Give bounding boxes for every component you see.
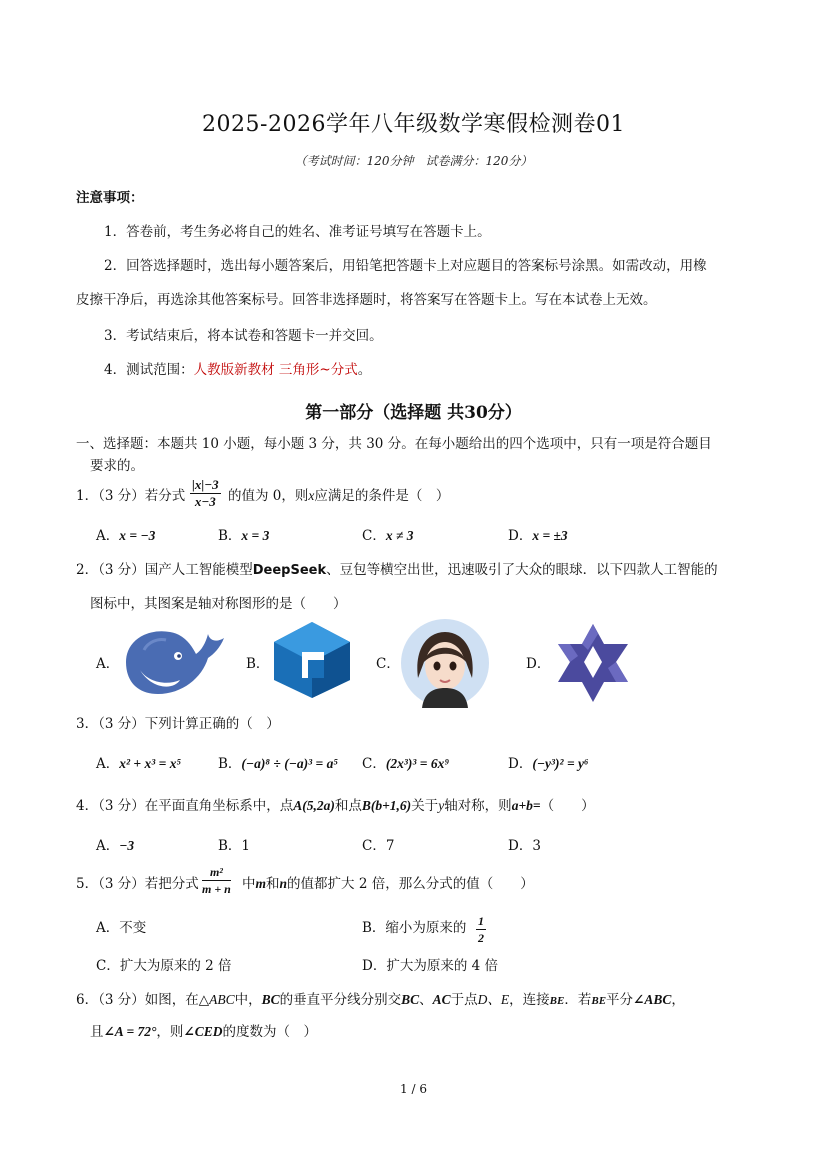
q3-b-value: (−a)⁸ ÷ (−a)³ = a⁵ [241,756,339,771]
q1-frac-den: x−3 [194,494,216,509]
notice-item-3: 3．考试结束后，将本试卷和答题卡一并交回。 [104,328,383,344]
q5-b-frac-den: 2 [478,931,484,945]
q3-d-value: (−y³)² = y⁶ [532,756,589,771]
page-number: 1 / 6 [400,1082,427,1096]
q2-stem-line-1 [76,560,718,581]
q1-stem-suffix [228,486,449,506]
q4-option-b[interactable]: B．1 [218,838,251,854]
q5-b-fraction [476,913,486,946]
q3-stem: 3．（3 分）下列计算正确的（ ） [76,716,280,732]
q4-point-b: B(b+1,6) [361,798,412,813]
q5-stem-prefix: 5．（3 分）若把分式 [76,876,199,892]
q1-d-label: D． [508,528,533,544]
q4-a-value: −3 [119,838,135,853]
q3-d-label: D． [508,756,533,772]
q6-g: 平分 [606,992,634,1008]
q3-c-value: (2x³)³ = 6x⁹ [385,756,450,771]
section-heading: 第一部分（选择题 共30分） [305,403,522,423]
q5-frac-num: m² [202,864,231,881]
q5-and: 和 [266,876,280,892]
page-title: 2025-2026学年八年级数学寒假检测卷01 [202,112,625,137]
q1-a-label: A． [96,528,120,544]
q6-l2c: 的度数为（ ） [222,1024,317,1040]
q3-b-label: B． [218,756,242,772]
q3-a-label: A． [96,756,120,772]
q6-bc: BC [261,992,280,1007]
q6-be: BE [549,995,565,1007]
notice-heading: 注意事项： [76,190,144,206]
q4-c: 关于 [411,798,439,814]
q4-b: 和点 [334,798,362,814]
q4-option-a[interactable] [96,836,134,856]
q6-angle-ced: ∠CED [183,1024,223,1039]
q3-a-value: x² + x³ = x⁵ [119,756,182,771]
q6-ac: AC [432,992,451,1007]
q3-option-a[interactable] [96,754,181,774]
q6-stem-line-2 [90,1022,317,1042]
q5-fraction [202,864,231,897]
q4-option-c[interactable]: C．7 [362,838,395,854]
q5-option-c[interactable]: C．扩大为原来的 2 倍 [96,958,232,974]
q2-brand-deepseek: DeepSeek [252,563,327,578]
notice-item-2a: 2．回答选择题时，选出每小题答案后，用铅笔把答题卡上对应题目的答案标号涂黑。如需改动，用橡 [104,258,707,274]
q3-option-d[interactable] [508,754,589,774]
q1-suffix-b: 应满足的条件是（ ） [314,488,450,504]
q6-a: 6．（3 分）如图，在 [76,992,199,1008]
q1-b-value: x = 3 [241,528,270,543]
exam-info: （考试时间：120分钟 试卷满分：120分） [294,154,533,168]
q2-line1-b: 、豆包等横空出世，迅速吸引了大众的眼球．以下四款人工智能的 [326,562,718,578]
q5-var-m: m [255,876,267,891]
q1-suffix-a: 的值为 0，则 [228,488,309,504]
q2-option-c[interactable]: C． [376,656,400,672]
q1-option-a[interactable] [96,526,155,546]
q6-triangle: △ABC [198,992,235,1007]
q5-mid: 中 [242,876,256,892]
q6-l2b: ，则 [156,1024,184,1040]
notice-item-2b: 皮擦干净后，再选涂其他答案标号。回答非选择题时，将答案写在答题卡上。写在本试卷上无效。 [76,292,657,308]
q1-option-d[interactable] [508,526,568,546]
q4-a-label: A． [96,838,120,854]
notice-item-4 [104,360,371,380]
notice-item-4-suffix: 。 [357,362,372,378]
q1-a-value: x = −3 [119,528,156,543]
q5-option-d[interactable]: D．扩大为原来的 4 倍 [362,958,498,974]
q6-l2a: 且 [90,1024,104,1040]
q2-line1-a: 2．（3 分）国产人工智能模型 [76,562,253,578]
q1-b-label: B． [218,528,242,544]
q4-stem [76,796,595,816]
q1-c-label: C． [362,528,386,544]
q3-c-label: C． [362,756,386,772]
q5-option-a[interactable]: A．不变 [96,920,147,936]
q4-axis: y [438,798,445,813]
q6-d: 于点 [450,992,478,1008]
q1-fraction [190,477,221,510]
q5-b-label: B．缩小为原来的 [362,920,467,936]
q2-option-d[interactable]: D． [526,656,551,672]
cube-logo-icon [270,620,354,700]
q1-c-value: x ≠ 3 [385,528,414,543]
hexagram-logo-icon [550,620,636,704]
test-range: 人教版新教材 三角形~分式 [193,362,358,378]
q6-sep: 、 [419,992,433,1008]
q1-var: x [308,488,315,503]
section-intro-2: 要求的。 [90,458,144,474]
q4-d: 轴对称，则 [444,798,512,814]
q1-option-c[interactable] [362,526,414,546]
q6-b: 中， [234,992,262,1008]
q6-c: 的垂直平分线分别交 [279,992,402,1008]
q6-angle-abc: ∠ABC [633,992,672,1007]
q1-option-b[interactable] [218,526,269,546]
q5-suffix: 的值都扩大 2 倍，那么分式的值（ ） [287,876,534,892]
q1-stem-prefix: 1．（3 分）若分式 [76,488,186,504]
q5-stem-suffix [242,874,534,894]
q6-f: ．若 [564,992,592,1008]
q5-frac-den: m + n [202,882,231,896]
deepseek-whale-icon [118,620,226,700]
q4-point-a: A(5,2a) [293,798,335,813]
q6-stem-line-1 [76,990,685,1011]
q2-option-a[interactable]: A． [96,656,120,672]
notice-item-1: 1．答卷前，考生务必将自己的姓名、准考证号填写在答题卡上。 [104,224,491,240]
q3-option-b[interactable] [218,754,338,774]
doubao-avatar-icon [400,618,490,708]
q5-var-n: n [279,876,288,891]
q6-e: ，连接 [509,992,550,1008]
q4-expr: a+b= [511,798,541,813]
q4-e: （ ） [540,798,595,814]
q1-d-value: x = ±3 [532,528,568,543]
q6-bc2: BC [401,992,420,1007]
q2-stem-line-2: 图标中，其图案是轴对称图形的是（ ） [90,596,347,612]
q3-option-c[interactable] [362,754,449,774]
notice-item-4-prefix: 4．测试范围： [104,362,194,378]
q4-a: 4．（3 分）在平面直角坐标系中，点 [76,798,294,814]
section-intro-1: 一、选择题：本题共 10 小题，每小题 3 分，共 30 分。在每小题给出的四个选项中，只有一项是符合题目 [76,436,712,452]
q2-option-b[interactable]: B． [246,656,270,672]
q6-points: D、E [477,992,510,1007]
q1-frac-num: |x|−3 [192,477,219,492]
q6-h: ， [671,992,685,1008]
q5-b-frac-num: 1 [478,914,484,928]
q6-angle-a: ∠A = 72° [103,1024,157,1039]
q4-option-d[interactable]: D．3 [508,838,541,854]
q6-be2: BE [591,995,607,1007]
q5-option-b[interactable] [362,918,466,938]
